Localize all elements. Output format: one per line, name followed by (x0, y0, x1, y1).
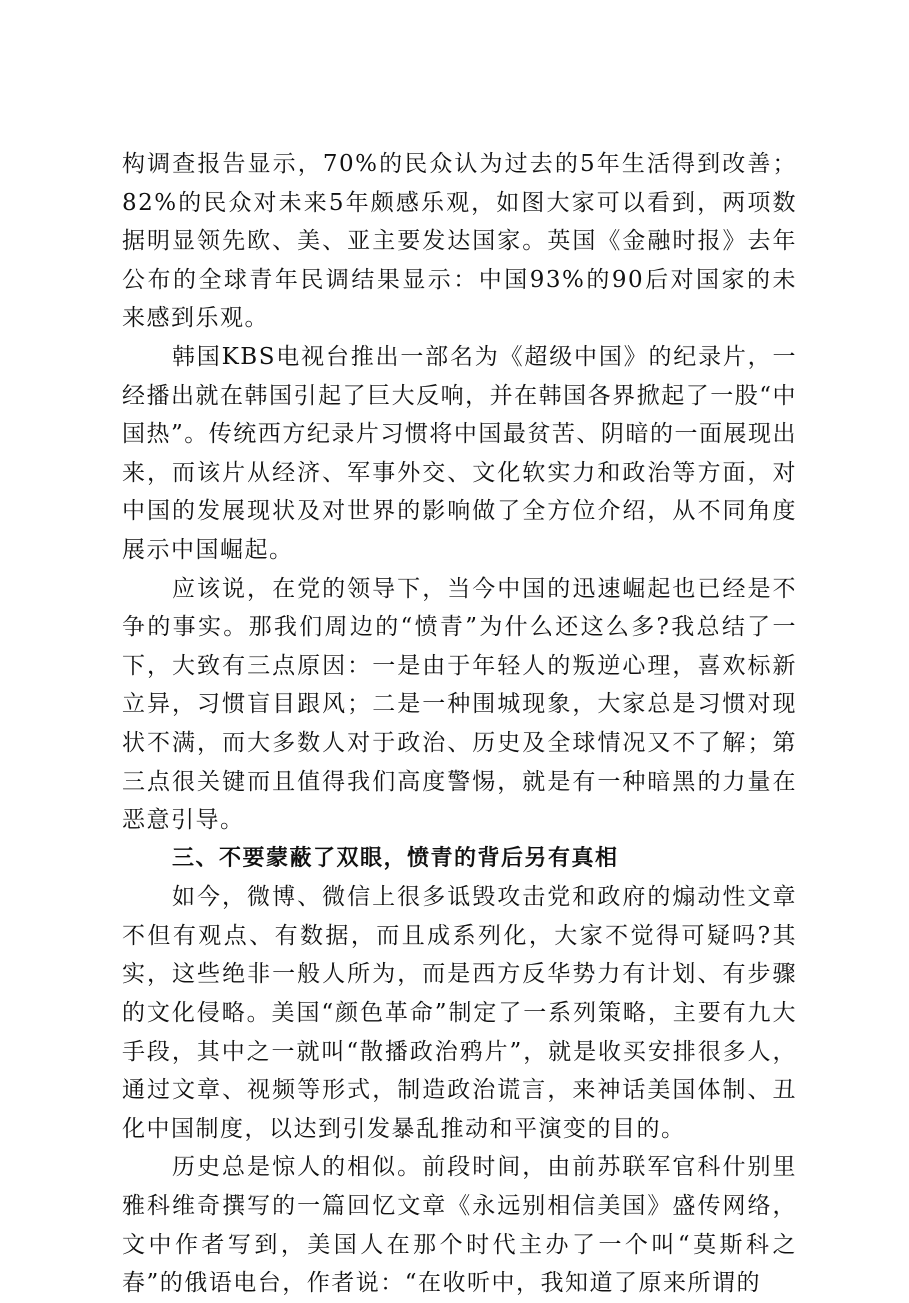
paragraph-kbs-documentary: 韩国KBS电视台推出一部名为《超级中国》的纪录片，一经播出就在韩国引起了巨大反响，并在韩国各界掀起了一股“中国热”。传统西方纪录片习惯将中国最贫苦、阴暗的一面展现出来，而该片从经济、军事外交、文化软实力和政治等方面，对中国的发展现状及对世界的影响做了全方位介绍，从不同角度展示中国崛起。 (122, 343, 797, 563)
paragraph-political-opium: 如今，微博、微信上很多诋毁攻击党和政府的煽动性文章不但有观点、有数据，而且成系列化，大家不觉得可疑吗?其实，这些绝非一般人所为，而是西方反华势力有计划、有步骤的文化侵略。美国“颜色革命”制定了一系列策略，主要有九大手段，其中之一就叫“散播政治鸦片”，就是收买安排很多人，通过文章、视频等形式，制造政治谎言，来神话美国体制、丑化中国制度，以达到引发暴乱推动和平演变的目的。 (122, 884, 797, 1142)
document-body (122, 145, 797, 1303)
paragraph-three-reasons: 应该说，在党的领导下，当今中国的迅速崛起也已经是不争的事实。那我们周边的“愤青”为什么还这么多?我总结了一下，大致有三点原因：一是由于年轻人的叛逆心理，喜欢标新立异，习惯盲目跟风；二是一种围城现象，大家总是习惯对现状不满，而大多数人对于政治、历史及全球情况又不了解；第三点很关键而且值得我们高度警惕，就是有一种暗黑的力量在恶意引导。 (122, 575, 797, 834)
section-heading: 三、不要蒙蔽了双眼，愤青的背后另有真相 (172, 845, 619, 871)
paragraph-continued: 构调查报告显示，70%的民众认为过去的5年生活得到改善；82%的民众对未来5年颇感乐观，如图大家可以看到，两项数据明显领先欧、美、亚主要发达国家。英国《金融时报》去年公布的全球青年民调结果显示：中国93%的90后对国家的未来感到乐观。 (122, 151, 797, 332)
paragraph-history-similar: 历史总是惊人的相似。前段时间，由前苏联军官科什别里雅科维奇撰写的一篇回忆文章《永远别相信美国》盛传网络，文中作者写到，美国人在那个时代主办了一个叫“莫斯科之春”的俄语电台，作者说：“在收听中，我知道了原来所谓的 (122, 1154, 797, 1297)
